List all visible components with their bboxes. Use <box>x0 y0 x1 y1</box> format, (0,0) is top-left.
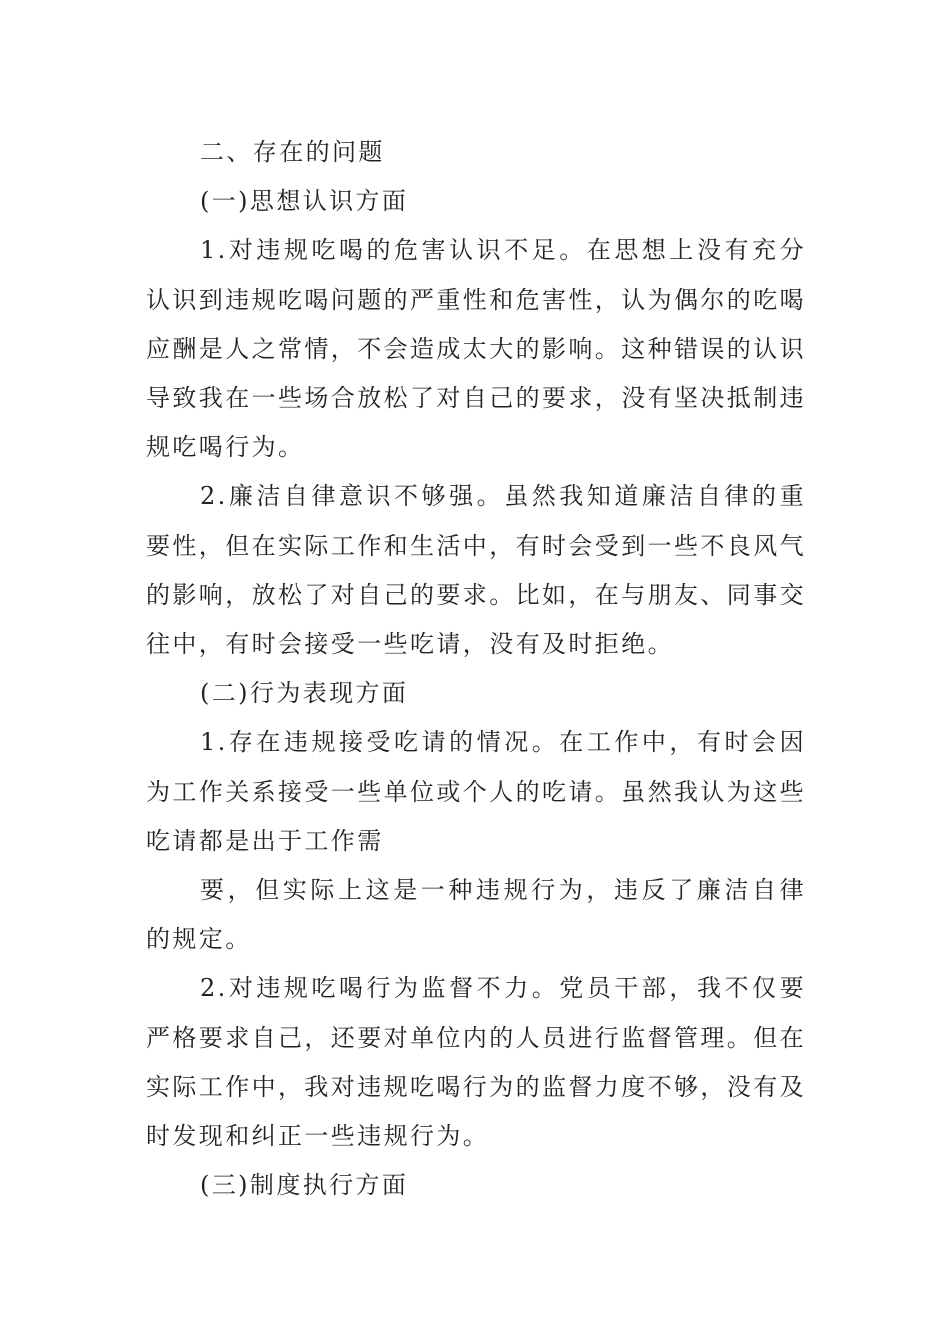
document-body <box>146 128 806 1210</box>
paragraph: 1.对违规吃喝的危害认识不足。在思想上没有充分认识到违规吃喝问题的严重性和危害性，认为偶尔的吃喝应酬是人之常情，不会造成太大的影响。这种错误的认识导致我在一些场合放松了对自己的要求，没有坚决抵制违规吃喝行为。 <box>146 236 806 462</box>
paragraph: 要，但实际上这是一种违规行为，违反了廉洁自律的规定。 <box>146 876 806 954</box>
paragraph: 1.存在违规接受吃请的情况。在工作中，有时会因为工作关系接受一些单位或个人的吃请。虽然我认为这些吃请都是出于工作需 <box>146 728 806 855</box>
paragraph: 2.廉洁自律意识不够强。虽然我知道廉洁自律的重要性，但在实际工作和生活中，有时会受到一些不良风气的影响，放松了对自己的要求。比如，在与朋友、同事交往中，有时会接受一些吃请，没有及时拒绝。 <box>146 482 806 659</box>
section-heading: 二、存在的问题 <box>200 138 385 166</box>
subsection-title-2: (二)行为表现方面 <box>200 679 409 708</box>
paragraph: 2.对违规吃喝行为监督不力。党员干部，我不仅要严格要求自己，还要对单位内的人员进行监督管理。但在实际工作中，我对违规吃喝行为的监督力度不够，没有及时发现和纠正一些违规行为。 <box>146 974 806 1151</box>
subsection-title-1: (一)思想认识方面 <box>200 187 409 216</box>
subsection-title-3: (三)制度执行方面 <box>200 1171 409 1200</box>
